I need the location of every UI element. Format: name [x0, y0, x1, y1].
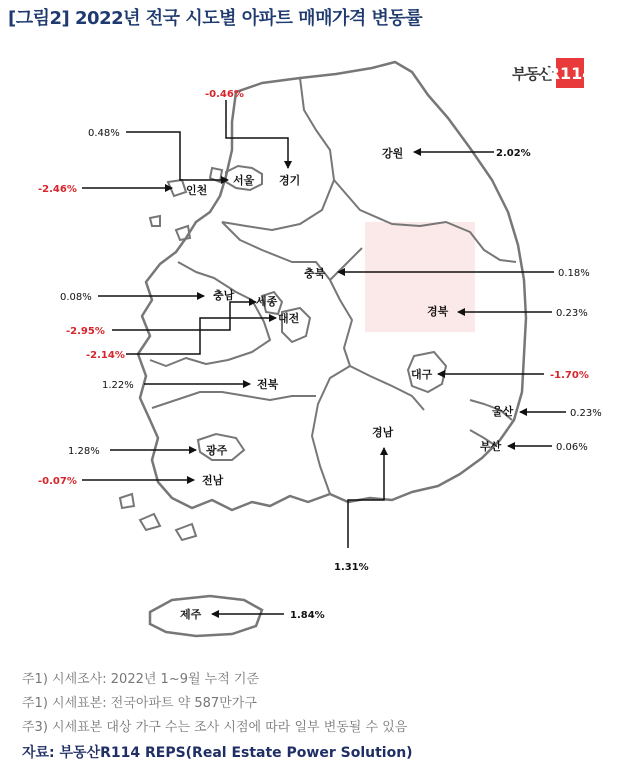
value-gangwon: 2.02%	[496, 148, 531, 159]
connector-lines	[82, 100, 566, 614]
value-ulsan: 0.23%	[570, 408, 602, 419]
region-label-jeonnam: 전남	[202, 474, 224, 487]
connector-seoul	[126, 132, 228, 180]
value-jeju: 1.84%	[290, 610, 325, 621]
logo-text: 부동산	[512, 64, 553, 83]
region-label-gyeongnam: 경남	[372, 426, 394, 439]
jeju-outline	[150, 596, 262, 636]
value-sejong: -2.95%	[66, 326, 105, 337]
region-label-chungbuk: 충북	[304, 267, 326, 280]
connector-gyeonggi	[226, 100, 288, 168]
footnote-1: 주1) 시세조사: 2022년 1~9월 누적 기준	[22, 672, 260, 687]
region-label-gyeongbuk: 경북	[427, 305, 449, 318]
map-title: [그림2] 2022년 전국 시도별 아파트 매매가격 변동률	[8, 8, 423, 29]
value-gwangju: 1.28%	[68, 446, 100, 457]
value-gyeongnam: 1.31%	[334, 562, 369, 573]
value-chungnam: 0.08%	[60, 292, 92, 303]
region-label-seoul: 서울	[233, 174, 255, 187]
footnote-3: 주3) 시세표본 대상 가구 수는 조사 시점에 따라 일부 변동될 수 있음	[22, 720, 408, 735]
value-busan: 0.06%	[556, 442, 588, 453]
source-credit: 자료: 부동산R114 REPS(Real Estate Power Solution)	[22, 745, 413, 761]
region-label-chungnam: 충남	[213, 289, 235, 302]
watermark-badge	[365, 222, 475, 332]
region-label-daegu: 대구	[411, 368, 433, 381]
value-jeonnam: -0.07%	[38, 476, 77, 487]
region-label-gangwon: 강원	[382, 147, 404, 160]
region-label-gyeonggi: 경기	[279, 174, 301, 187]
region-label-sejong: 세종	[256, 295, 278, 308]
region-label-busan: 부산	[480, 440, 502, 453]
region-label-jeonbuk: 전북	[257, 378, 279, 391]
value-daegu: -1.70%	[550, 370, 589, 381]
value-gyeonggi: -0.46%	[205, 89, 244, 100]
region-label-jeju: 제주	[180, 608, 202, 621]
connector-sejong	[112, 302, 256, 330]
value-seoul: 0.48%	[88, 128, 120, 139]
value-gyeongbuk: 0.23%	[556, 308, 588, 319]
value-daejeon: -2.14%	[86, 350, 125, 361]
value-jeonbuk: 1.22%	[102, 380, 134, 391]
footnote-2: 주1) 시세표본: 전국아파트 약 587만가구	[22, 696, 257, 711]
value-chungbuk: 0.18%	[558, 268, 590, 279]
value-incheon: -2.46%	[38, 184, 77, 195]
region-label-incheon: 인천	[186, 184, 208, 197]
region-label-ulsan: 울산	[492, 405, 514, 418]
region-label-daejeon: 대전	[278, 312, 300, 325]
logo-badge: R114	[556, 58, 584, 88]
region-label-gwangju: 광주	[206, 444, 228, 457]
